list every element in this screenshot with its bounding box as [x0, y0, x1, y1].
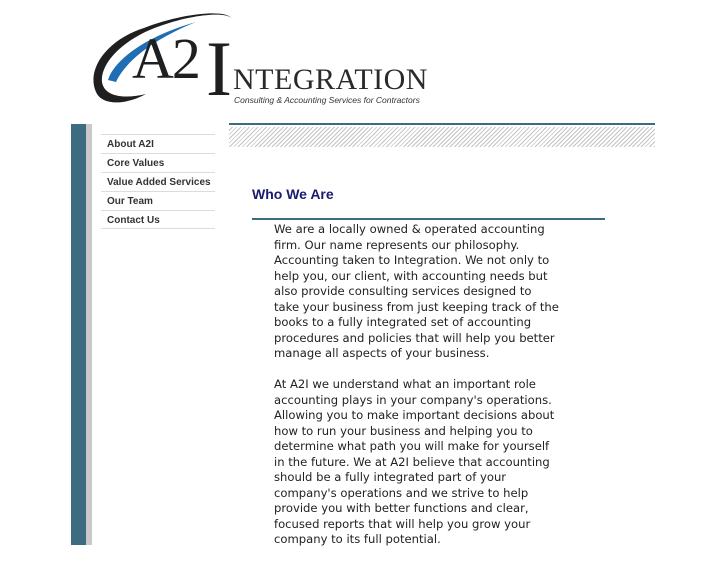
page-title: Who We Are	[252, 186, 334, 203]
sidebar-nav	[101, 134, 215, 229]
title-divider	[252, 218, 605, 220]
nav-item-core-values[interactable]: Core Values	[101, 153, 215, 172]
logo-a2-text: A2	[132, 26, 199, 91]
body-paragraph: At A2I we understand what an important role accounting plays in your company's operations. Allowing you to make important decisions about how to run your business and helping you to determine what path you will make for yourself in the future. We at A2I believe that accounting should be a fully integrated part of your company's operations and we strive to help provide you with better functions and clear, focused reports that will help you grow your company to its full potential.	[274, 377, 555, 546]
nav-item-contact-us[interactable]: Contact Us	[101, 210, 215, 229]
header-rule	[229, 123, 655, 125]
main-body	[274, 222, 559, 563]
header-stripe	[229, 127, 655, 147]
left-accent-bar	[71, 124, 86, 545]
body-paragraph: We are a locally owned & operated accounting firm. Our name represents our philosophy. Accounting taken to Integration. We not only to help you, our client, with accounting needs but also provide consulting services designed to take your business from just keeping track of the books to a fully integrated set of accounting procedures and policies that will help you better manage all aspects of your business.	[274, 222, 559, 360]
logo-integration-text: NTEGRATION	[233, 63, 428, 96]
nav-item-value-added-services[interactable]: Value Added Services	[101, 172, 215, 191]
left-accent-bar-inner	[86, 124, 92, 545]
nav-item-our-team[interactable]: Our Team	[101, 191, 215, 210]
site-logo[interactable]	[86, 10, 456, 115]
logo-i-text: I	[206, 25, 232, 112]
nav-item-about-a2i[interactable]: About A2I	[101, 134, 215, 153]
logo-tagline: Consulting & Accounting Services for Contractors	[234, 95, 420, 105]
